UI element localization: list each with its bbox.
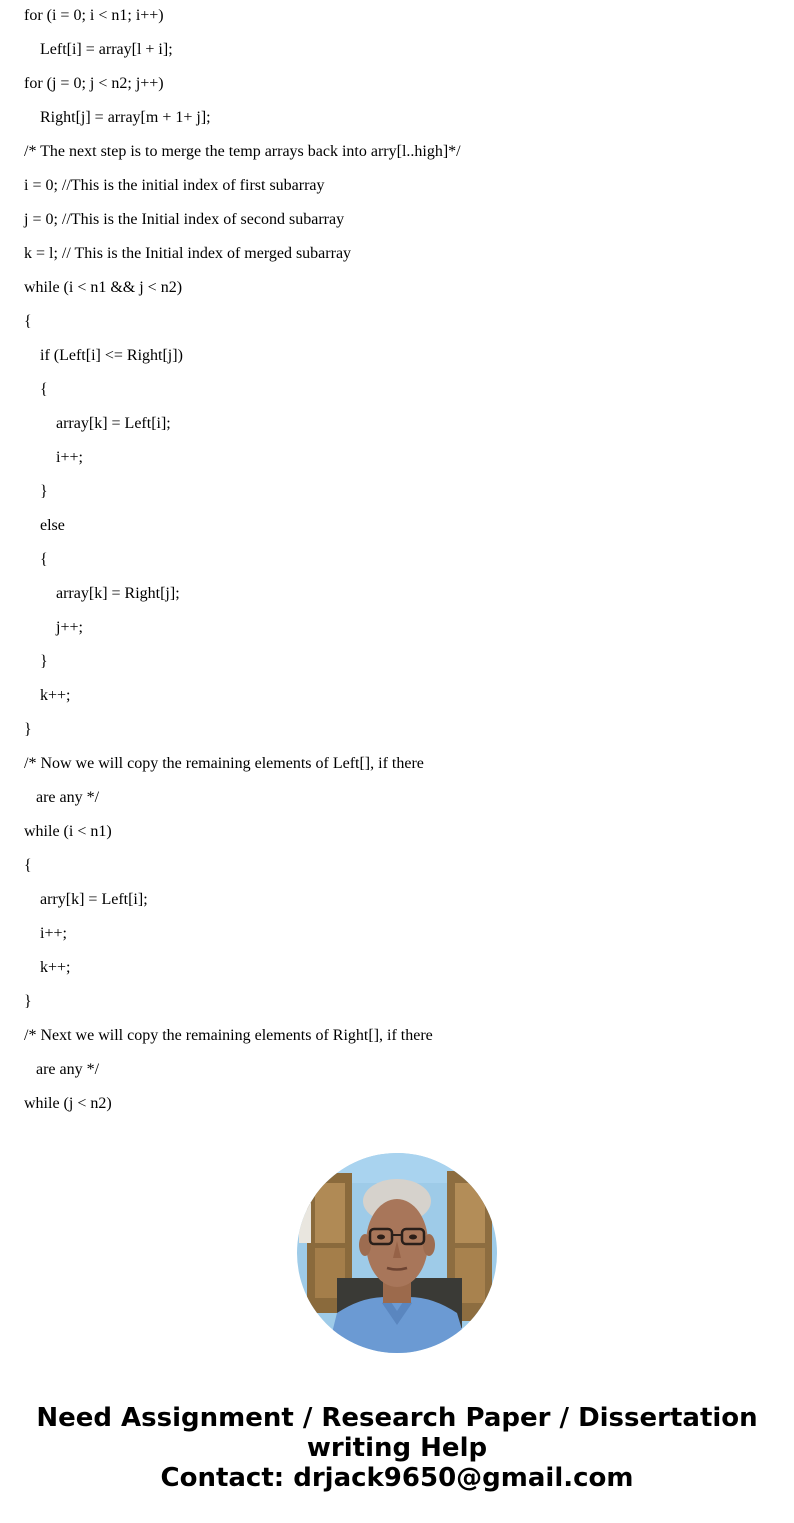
code-line: { xyxy=(24,313,32,330)
footer-line-3: Contact: drjack9650@gmail.com xyxy=(160,1463,634,1493)
code-line: arry[k] = Left[i]; xyxy=(24,891,148,908)
code-line: j = 0; //This is the Initial index of second subarray xyxy=(24,211,345,228)
code-line: for (i = 0; i < n1; i++) xyxy=(24,7,164,24)
footer-contact xyxy=(0,1403,794,1493)
code-line: are any */ xyxy=(24,1061,100,1078)
code-line: if (Left[i] <= Right[j]) xyxy=(24,347,183,364)
code-line: } xyxy=(24,483,48,500)
code-line: Left[i] = array[l + i]; xyxy=(24,41,173,58)
code-line: j++; xyxy=(24,619,83,636)
code-line: k++; xyxy=(24,687,71,704)
code-line: { xyxy=(24,857,32,874)
code-block xyxy=(24,5,461,1127)
author-photo xyxy=(297,1153,497,1353)
avatar xyxy=(297,1153,497,1353)
code-line: i++; xyxy=(24,925,67,942)
code-line: are any */ xyxy=(24,789,100,806)
code-line: array[k] = Right[j]; xyxy=(24,585,180,602)
code-line: i = 0; //This is the initial index of first subarray xyxy=(24,177,325,194)
code-line: /* Next we will copy the remaining elements of Right[], if there xyxy=(24,1027,433,1044)
footer-line-2: writing Help xyxy=(306,1433,488,1463)
code-line: for (j = 0; j < n2; j++) xyxy=(24,75,164,92)
code-line: k = l; // This is the Initial index of merged subarray xyxy=(24,245,352,262)
code-line: while (j < n2) xyxy=(24,1095,112,1112)
code-line: Right[j] = array[m + 1+ j]; xyxy=(24,109,211,126)
code-line: else xyxy=(24,517,65,534)
code-line: } xyxy=(24,993,32,1010)
code-line: array[k] = Left[i]; xyxy=(24,415,171,432)
code-line: /* Now we will copy the remaining elements of Left[], if there xyxy=(24,755,424,772)
footer-line-1: Need Assignment / Research Paper / Dissertation xyxy=(36,1403,758,1433)
code-line: { xyxy=(24,381,48,398)
code-line: k++; xyxy=(24,959,71,976)
code-line: while (i < n1 && j < n2) xyxy=(24,279,183,296)
code-line: { xyxy=(24,551,48,568)
code-line: } xyxy=(24,653,48,670)
code-line: /* The next step is to merge the temp arrays back into arry[l..high]*/ xyxy=(24,143,461,160)
code-line: i++; xyxy=(24,449,83,466)
code-line: } xyxy=(24,721,32,738)
code-line: while (i < n1) xyxy=(24,823,112,840)
